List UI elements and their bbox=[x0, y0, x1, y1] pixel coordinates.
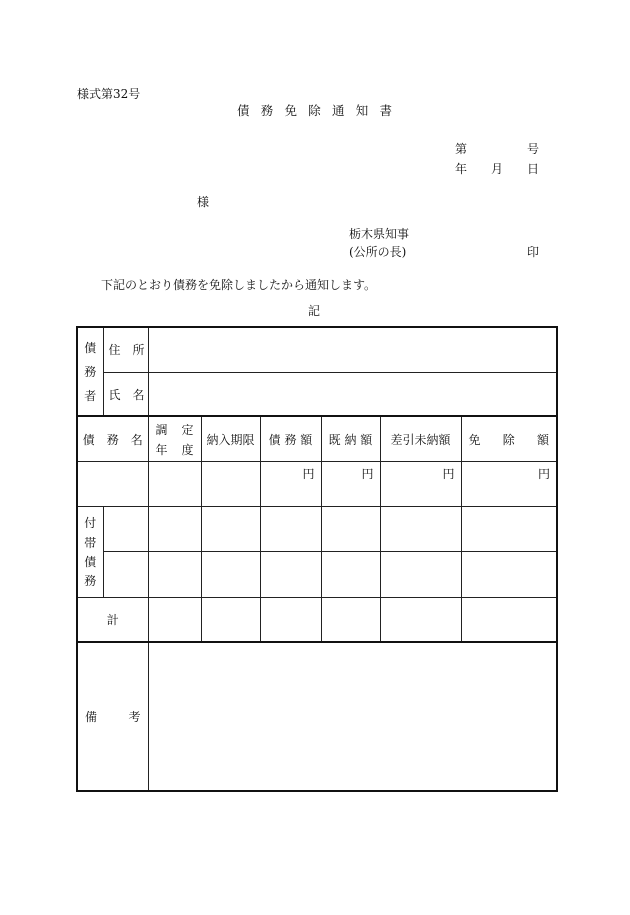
col-paid-amount: 既 納 額 bbox=[321, 416, 380, 461]
col-adjust-year: 調 定 年 度 bbox=[148, 416, 201, 461]
page-title: 債務免除通知書 bbox=[237, 103, 404, 118]
incidental-row-1-exempt[interactable] bbox=[461, 507, 557, 552]
date-month: 月 bbox=[491, 162, 504, 176]
unpaid-amount-value[interactable]: 円 bbox=[380, 462, 461, 507]
doc-number-suffix: 号 bbox=[527, 142, 540, 156]
form-number: 様式第32号 bbox=[77, 87, 141, 101]
incidental-row-2-paid[interactable] bbox=[321, 552, 380, 597]
name-value[interactable] bbox=[148, 372, 557, 416]
incidental-row-2-deadline[interactable] bbox=[201, 552, 260, 597]
debt-exemption-table bbox=[76, 326, 558, 792]
col-debt-name: 債 務 名 bbox=[77, 416, 148, 461]
seal-mark: 印 bbox=[527, 245, 540, 259]
incidental-row-1-unpaid[interactable] bbox=[380, 507, 461, 552]
addressee-honorific: 様 bbox=[197, 195, 210, 209]
incidental-row-2-unpaid[interactable] bbox=[380, 552, 461, 597]
address-value[interactable] bbox=[148, 327, 557, 372]
debtor-label-cell: 債 務 者 bbox=[77, 327, 103, 416]
col-unpaid-amount: 差引未納額 bbox=[380, 416, 461, 461]
col-debt-amount: 債 務 額 bbox=[260, 416, 321, 461]
body-text: 下記のとおり債務を免除しましたから通知します。 bbox=[101, 278, 377, 292]
total-debt[interactable] bbox=[260, 597, 321, 642]
address-label: 住 所 bbox=[103, 327, 148, 372]
debt-amount-value[interactable]: 円 bbox=[260, 462, 321, 507]
exempt-amount-value[interactable]: 円 bbox=[461, 462, 557, 507]
deadline-value[interactable] bbox=[201, 462, 260, 507]
total-deadline[interactable] bbox=[201, 597, 260, 642]
incidental-row-2-exempt[interactable] bbox=[461, 552, 557, 597]
total-paid[interactable] bbox=[321, 597, 380, 642]
paid-amount-value[interactable]: 円 bbox=[321, 462, 380, 507]
issuer-title: 栃木県知事 bbox=[349, 227, 410, 241]
issuer-subtitle: (公所の長) bbox=[349, 245, 407, 259]
incidental-debt-label: 付 帯 債 務 bbox=[77, 507, 103, 597]
incidental-row-2-debt[interactable] bbox=[260, 552, 321, 597]
incidental-row-1-debt[interactable] bbox=[260, 507, 321, 552]
col-exempt-amount: 免 除 額 bbox=[461, 416, 557, 461]
total-exempt[interactable] bbox=[461, 597, 557, 642]
name-label: 氏 名 bbox=[103, 372, 148, 416]
adjust-year-value[interactable] bbox=[148, 462, 201, 507]
incidental-row-1-year[interactable] bbox=[148, 507, 201, 552]
incidental-row-1-name[interactable] bbox=[103, 507, 148, 552]
remarks-label: 備 考 bbox=[77, 642, 148, 791]
doc-number-prefix: 第 bbox=[455, 142, 468, 156]
incidental-row-1-deadline[interactable] bbox=[201, 507, 260, 552]
remarks-value[interactable] bbox=[148, 642, 557, 791]
date-day: 日 bbox=[527, 162, 540, 176]
incidental-row-2-name[interactable] bbox=[103, 552, 148, 597]
debt-name-value[interactable] bbox=[77, 462, 148, 507]
total-year[interactable] bbox=[148, 597, 201, 642]
record-label: 記 bbox=[308, 304, 321, 318]
total-unpaid[interactable] bbox=[380, 597, 461, 642]
incidental-row-2-year[interactable] bbox=[148, 552, 201, 597]
date-year: 年 bbox=[455, 162, 468, 176]
col-deadline: 納入期限 bbox=[201, 416, 260, 461]
total-label: 計 bbox=[77, 597, 148, 642]
incidental-row-1-paid[interactable] bbox=[321, 507, 380, 552]
